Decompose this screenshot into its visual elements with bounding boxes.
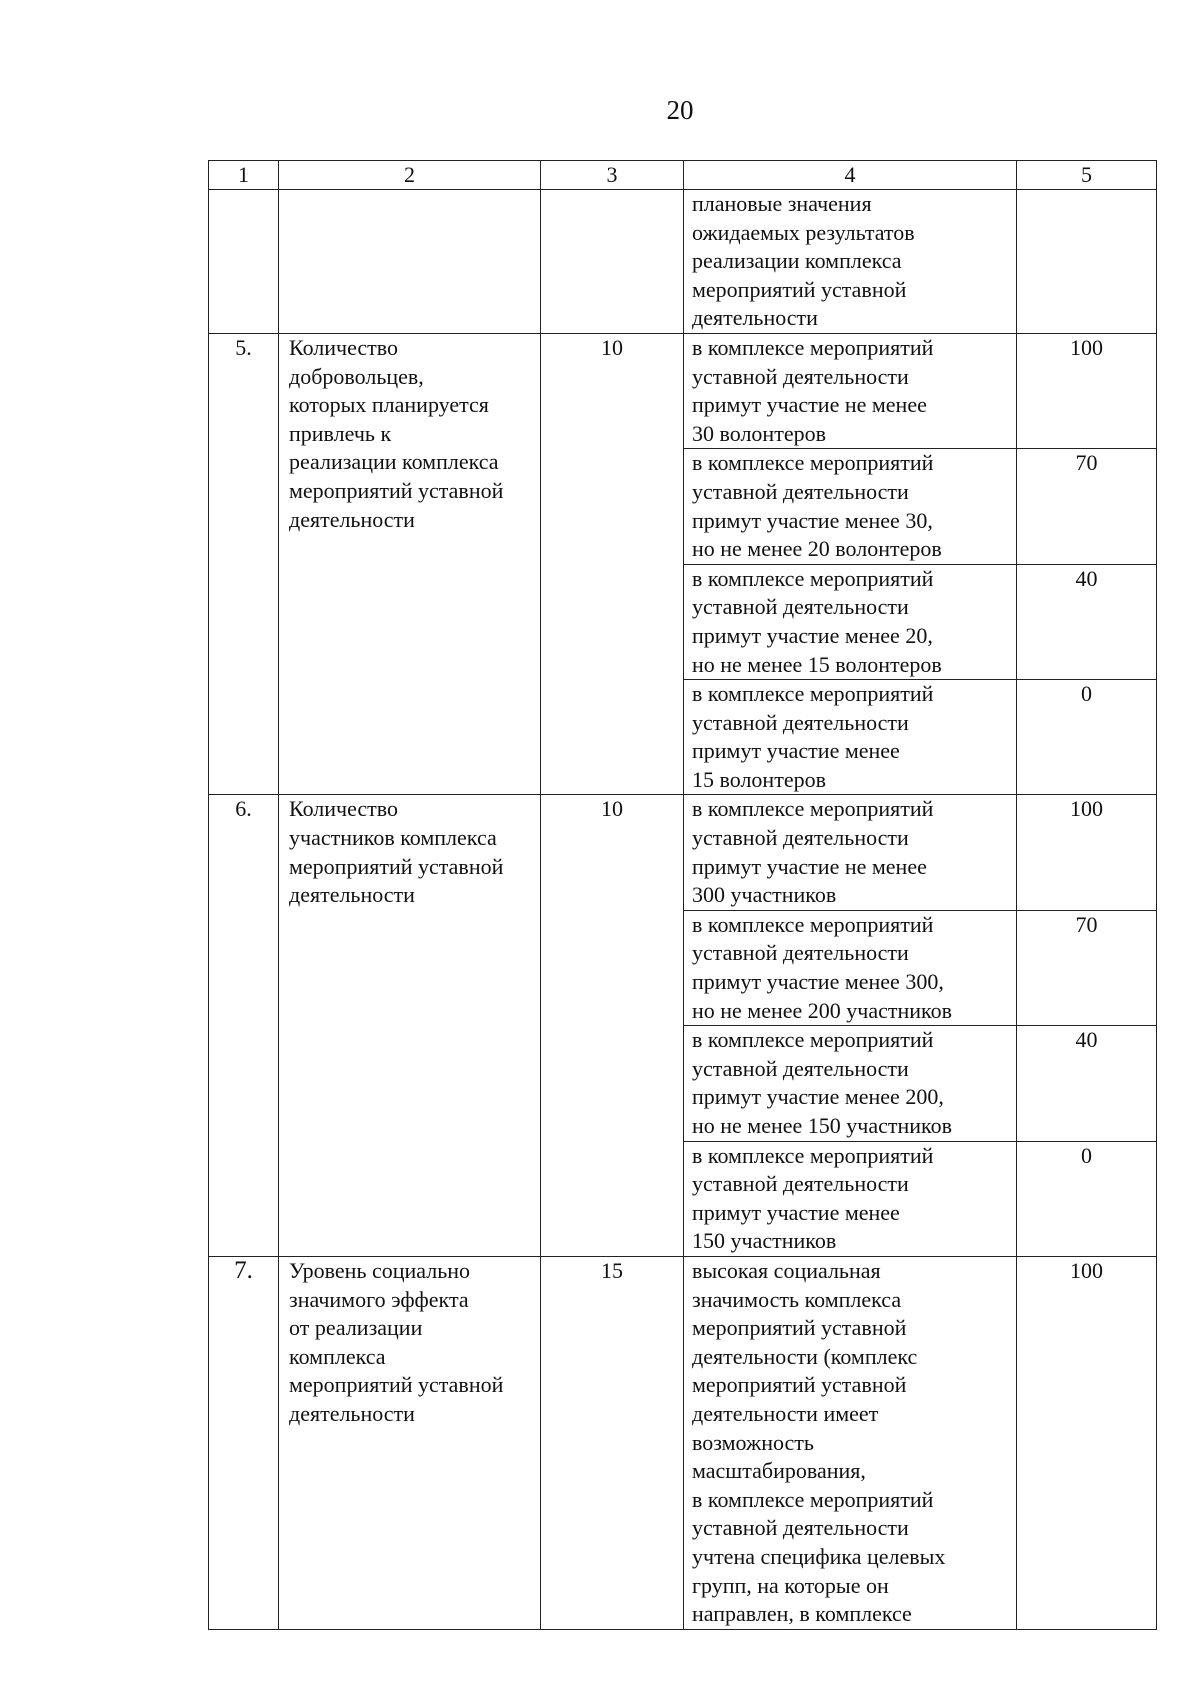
condition-line: 30 волонтеров bbox=[692, 420, 826, 446]
condition-line: учтена специфика целевых bbox=[692, 1543, 946, 1569]
condition-line: масштабирования, bbox=[692, 1458, 866, 1484]
condition-line: деятельности (комплекс bbox=[692, 1343, 918, 1369]
condition-line: плановые значения bbox=[692, 191, 872, 216]
score-cell: 0 bbox=[1017, 680, 1157, 795]
criterion-line: деятельности bbox=[289, 506, 415, 532]
score-cell: 70 bbox=[1017, 449, 1157, 564]
criterion-line: привлечь к bbox=[289, 420, 392, 446]
header-col-4: 4 bbox=[684, 161, 1017, 190]
criterion-weight-cell: 15 bbox=[541, 1256, 684, 1629]
condition-line: 15 волонтеров bbox=[692, 766, 826, 792]
criterion-number-cell: 6. bbox=[209, 795, 279, 1257]
score-cell: 100 bbox=[1017, 1256, 1157, 1629]
page-number: 20 bbox=[666, 95, 694, 125]
condition-cell bbox=[684, 910, 1017, 1025]
continuation-weight-cell bbox=[541, 190, 684, 334]
criterion-line: Количество bbox=[289, 334, 399, 360]
condition-cell bbox=[684, 564, 1017, 679]
condition-line: значимость комплекса bbox=[692, 1286, 902, 1312]
criterion-line: значимого эффекта bbox=[289, 1286, 469, 1312]
condition-line: ожидаемых результатов bbox=[692, 219, 915, 245]
condition-line: примут участие не менее bbox=[692, 853, 927, 879]
header-col-2: 2 bbox=[279, 161, 541, 190]
condition-line: мероприятий уставной bbox=[692, 1372, 907, 1398]
criterion-name-cell bbox=[279, 1256, 541, 1629]
condition-line: примут участие менее 200, bbox=[692, 1084, 944, 1110]
condition-cell bbox=[684, 449, 1017, 564]
condition-line: направлен, в комплексе bbox=[692, 1601, 912, 1627]
condition-line: мероприятий уставной bbox=[692, 276, 907, 302]
condition-line: мероприятий уставной bbox=[692, 1315, 907, 1341]
condition-line: в комплексе мероприятий bbox=[692, 565, 934, 591]
table-body bbox=[209, 190, 1157, 1630]
table-row bbox=[209, 795, 1157, 910]
condition-line: 300 участников bbox=[692, 882, 837, 908]
score-cell: 0 bbox=[1017, 1141, 1157, 1256]
condition-line: уставной деятельности bbox=[692, 1515, 909, 1541]
criteria-table-wrapper bbox=[208, 160, 1156, 1630]
criterion-line: участников комплекса bbox=[289, 825, 497, 851]
criterion-line: деятельности bbox=[289, 1400, 415, 1426]
condition-line: деятельности имеет bbox=[692, 1400, 879, 1426]
condition-line: примут участие менее bbox=[692, 1199, 900, 1225]
header-col-3: 3 bbox=[541, 161, 684, 190]
score-cell: 70 bbox=[1017, 910, 1157, 1025]
criterion-line: мероприятий уставной bbox=[289, 477, 504, 503]
condition-line: но не менее 150 участников bbox=[692, 1113, 953, 1138]
condition-line: уставной деятельности bbox=[692, 594, 909, 620]
condition-line: в комплексе мероприятий bbox=[692, 1142, 934, 1168]
score-cell: 40 bbox=[1017, 1026, 1157, 1141]
header-col-5: 5 bbox=[1017, 161, 1157, 190]
continuation-row bbox=[209, 190, 1157, 334]
score-cell: 40 bbox=[1017, 564, 1157, 679]
criterion-line: комплекса bbox=[289, 1343, 386, 1369]
continuation-number-cell bbox=[209, 190, 279, 334]
condition-line: но не менее 15 волонтеров bbox=[692, 651, 942, 677]
criteria-table bbox=[208, 160, 1157, 1630]
criterion-name-cell bbox=[279, 333, 541, 795]
condition-line: в комплексе мероприятий bbox=[692, 796, 934, 822]
condition-line: уставной деятельности bbox=[692, 825, 909, 851]
condition-line: в комплексе мероприятий bbox=[692, 1027, 934, 1053]
header-col-1: 1 bbox=[209, 161, 279, 190]
criterion-line: мероприятий уставной bbox=[289, 853, 504, 879]
condition-line: уставной деятельности bbox=[692, 1055, 909, 1081]
table-header-row bbox=[209, 161, 1157, 190]
condition-line: уставной деятельности bbox=[692, 940, 909, 966]
criterion-weight-cell: 10 bbox=[541, 333, 684, 795]
condition-line: высокая социальная bbox=[692, 1257, 881, 1283]
criterion-line: добровольцев, bbox=[289, 363, 424, 389]
condition-line: в комплексе мероприятий bbox=[692, 681, 934, 707]
condition-line: примут участие менее 300, bbox=[692, 969, 944, 995]
criterion-name-cell bbox=[279, 795, 541, 1257]
condition-line: примут участие не менее bbox=[692, 392, 927, 418]
condition-cell bbox=[684, 1141, 1017, 1256]
condition-line: 150 участников bbox=[692, 1228, 837, 1254]
condition-cell bbox=[684, 1256, 1017, 1629]
table-row bbox=[209, 333, 1157, 448]
criterion-line: реализации комплекса bbox=[289, 449, 499, 475]
condition-cell bbox=[684, 1026, 1017, 1141]
criterion-line: Уровень социально bbox=[289, 1257, 471, 1283]
condition-line: в комплексе мероприятий bbox=[692, 450, 934, 476]
score-cell: 100 bbox=[1017, 333, 1157, 448]
condition-line: в комплексе мероприятий bbox=[692, 334, 934, 360]
condition-line: но не менее 200 участников bbox=[692, 997, 953, 1023]
condition-line: возможность bbox=[692, 1429, 814, 1455]
condition-line: уставной деятельности bbox=[692, 363, 909, 389]
condition-line: групп, на которые он bbox=[692, 1572, 889, 1598]
continuation-score-cell bbox=[1017, 190, 1157, 334]
condition-line: уставной деятельности bbox=[692, 478, 909, 504]
criterion-line: Количество bbox=[289, 796, 399, 822]
condition-cell bbox=[684, 333, 1017, 448]
condition-cell bbox=[684, 795, 1017, 910]
criterion-weight-cell: 10 bbox=[541, 795, 684, 1257]
criterion-line: от реализации bbox=[289, 1315, 423, 1341]
condition-line: примут участие менее 30, bbox=[692, 507, 933, 533]
score-cell: 100 bbox=[1017, 795, 1157, 910]
continuation-condition-cell bbox=[684, 190, 1017, 334]
table-row bbox=[209, 1256, 1157, 1629]
condition-line: в комплексе мероприятий bbox=[692, 911, 934, 937]
criterion-line: которых планируется bbox=[289, 392, 489, 418]
condition-line: уставной деятельности bbox=[692, 709, 909, 735]
criterion-line: мероприятий уставной bbox=[289, 1372, 504, 1398]
condition-line: в комплексе мероприятий bbox=[692, 1486, 934, 1512]
condition-line: реализации комплекса bbox=[692, 248, 902, 274]
condition-line: примут участие менее 20, bbox=[692, 622, 933, 648]
condition-cell bbox=[684, 680, 1017, 795]
criterion-line: деятельности bbox=[289, 882, 415, 908]
condition-line: примут участие менее bbox=[692, 738, 900, 764]
continuation-criterion-cell bbox=[279, 190, 541, 334]
condition-line: но не менее 20 волонтеров bbox=[692, 536, 942, 562]
condition-line: деятельности bbox=[692, 305, 818, 331]
criterion-number-cell: 7. bbox=[209, 1256, 279, 1629]
criterion-number-cell: 5. bbox=[209, 333, 279, 795]
condition-line: уставной деятельности bbox=[692, 1171, 909, 1197]
